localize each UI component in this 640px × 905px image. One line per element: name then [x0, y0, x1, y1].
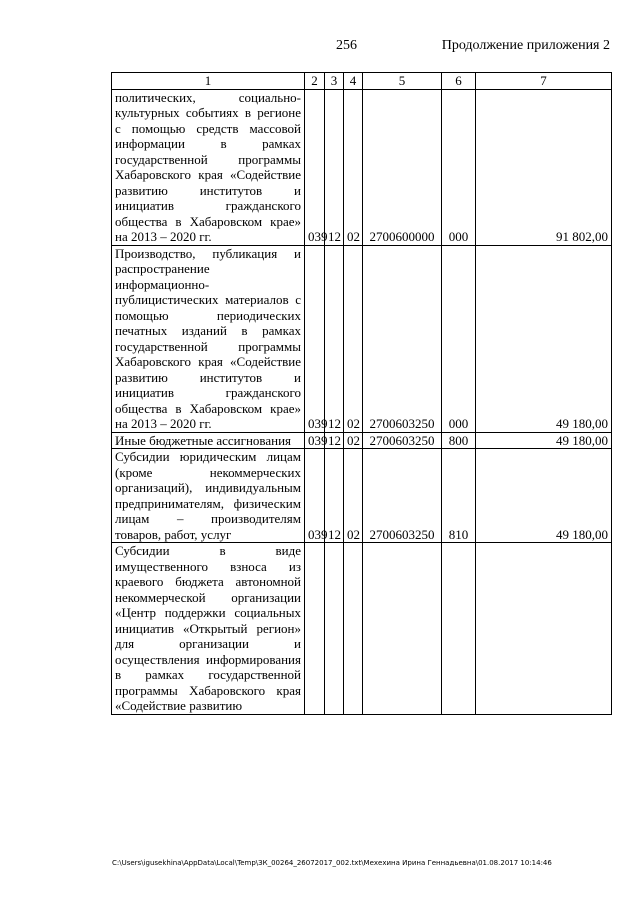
continuation-label: Продолжение приложения 2 — [441, 38, 610, 53]
row-description: Производство, публикация и распространение информационно-публицистических материалов с помощью периодических печатных изданий в рамках государственной программы Хабаровского края «Содействие развитию институтов и инициатив гражданского общества в Хабаровском крае» на 2013 – 2020 гг. — [112, 245, 305, 432]
cell-code: 039 — [305, 449, 325, 543]
cell-target-article: 2700600000 — [363, 89, 442, 245]
cell-section: 12 — [325, 89, 344, 245]
page-number: 256 — [336, 38, 357, 53]
cell-code: 039 — [305, 89, 325, 245]
table-header-row — [112, 73, 612, 90]
cell-subsection: 02 — [344, 432, 363, 449]
cell-target-article — [363, 543, 442, 715]
table-row — [112, 543, 612, 715]
table-row — [112, 89, 612, 245]
column-header: 4 — [344, 73, 363, 90]
cell-section: 12 — [325, 245, 344, 432]
column-header: 2 — [305, 73, 325, 90]
cell-expense-type: 800 — [442, 432, 476, 449]
column-header: 6 — [442, 73, 476, 90]
cell-subsection: 02 — [344, 245, 363, 432]
cell-code: 039 — [305, 432, 325, 449]
cell-code: 039 — [305, 245, 325, 432]
cell-section — [325, 543, 344, 715]
table-row — [112, 245, 612, 432]
cell-subsection — [344, 543, 363, 715]
cell-subsection: 02 — [344, 89, 363, 245]
cell-section: 12 — [325, 432, 344, 449]
table-row — [112, 432, 612, 449]
cell-expense-type: 000 — [442, 89, 476, 245]
cell-expense-type: 000 — [442, 245, 476, 432]
cell-amount: 49 180,00 — [476, 449, 612, 543]
cell-expense-type — [442, 543, 476, 715]
row-description: политических, социально-культурных событиях в регионе с помощью средств массовой информации в рамках государственной программы Хабаровского края «Содействие развитию институтов и инициатив гражданского общества в Хабаровском крае» на 2013 – 2020 гг. — [112, 89, 305, 245]
footer-file-path: C:\Users\igusekhina\AppData\Local\Temp\ЗК_00264_26072017_002.txt\Мехехина Ирина Геннадьевна\01.08.2017 10:14:46 — [112, 859, 552, 867]
cell-amount: 49 180,00 — [476, 245, 612, 432]
cell-target-article: 2700603250 — [363, 245, 442, 432]
cell-target-article: 2700603250 — [363, 449, 442, 543]
row-description: Иные бюджетные ассигнования — [112, 432, 305, 449]
column-header: 1 — [112, 73, 305, 90]
cell-amount: 91 802,00 — [476, 89, 612, 245]
table-row — [112, 449, 612, 543]
cell-amount: 49 180,00 — [476, 432, 612, 449]
column-header: 5 — [363, 73, 442, 90]
row-description: Субсидии юридическим лицам (кроме некоммерческих организаций), индивидуальным предпринимателям, физическим лицам – производителям товаров, работ, услуг — [112, 449, 305, 543]
cell-amount — [476, 543, 612, 715]
row-description: Субсидии в виде имущественного взноса из краевого бюджета автономной некоммерческой организации «Центр поддержки социальных инициатив «Открытый регион» для организации и осуществления информирования в рамках государственной программы Хабаровского края «Содействие развитию — [112, 543, 305, 715]
cell-section: 12 — [325, 449, 344, 543]
cell-code — [305, 543, 325, 715]
cell-expense-type: 810 — [442, 449, 476, 543]
cell-subsection: 02 — [344, 449, 363, 543]
column-header: 3 — [325, 73, 344, 90]
column-header: 7 — [476, 73, 612, 90]
cell-target-article: 2700603250 — [363, 432, 442, 449]
budget-table — [111, 72, 612, 715]
